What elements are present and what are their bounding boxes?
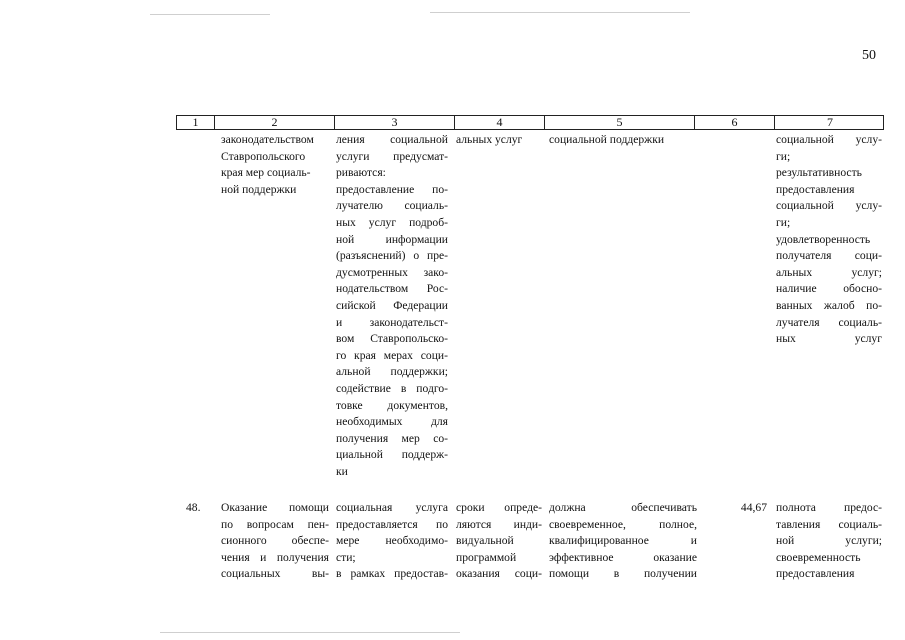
cell-line: ляются инди- [456, 517, 542, 531]
cell-line: ной поддержки [221, 182, 297, 196]
cell-line: видуальной [456, 534, 514, 548]
cell-line: ги; [776, 149, 791, 163]
scan-artifact [150, 14, 270, 15]
cell-line: сроки опреде- [456, 501, 542, 514]
cell-line: социальных вы- [221, 567, 329, 581]
cell-line: края мер социаль- [221, 166, 311, 180]
header-col-2: 2 [215, 116, 335, 129]
cell-line: необходимых для [336, 415, 448, 429]
cell-line: Оказание помощи [221, 501, 329, 514]
cell-line: сионного обеспе- [221, 534, 329, 548]
cell-line: чения и получения [221, 550, 329, 564]
scan-artifact [160, 632, 460, 633]
scan-artifact [430, 12, 690, 13]
cell-line: предоставление по- [336, 182, 448, 196]
cell-line: ки [336, 464, 348, 478]
cell-line: социальной поддержки [549, 133, 665, 146]
cell-line: ных услуг подроб- [336, 215, 448, 229]
cell-line: ной услуги; [776, 534, 882, 548]
cell-line: лучателя социаль- [776, 315, 882, 329]
cell-line: получателя соци- [776, 249, 882, 263]
cell-line: Ставропольского [221, 149, 306, 163]
cell-line: квалифицированное и [549, 534, 697, 548]
cell-line: эффективное оказание [549, 550, 697, 564]
cell-line: помощи в получении [549, 567, 697, 581]
cell-line: своевременное, полное, [549, 517, 697, 531]
cell-line: ги; [776, 215, 791, 229]
cont-row-col-2 [221, 132, 329, 198]
cell-line: альных услуг [456, 133, 523, 146]
cell-line: и законодательст- [336, 315, 448, 329]
cell-line: сти; [336, 550, 356, 564]
cell-line: социальной услу- [776, 133, 882, 146]
header-col-7: 7 [827, 115, 833, 129]
cell-line: программой [456, 550, 517, 564]
cell-line: содействие в подго- [336, 381, 448, 395]
row-48-number: 48. [186, 501, 201, 514]
cell-line: нодательством Рос- [336, 282, 448, 296]
cell-line: риваются: [336, 166, 386, 180]
cell-line: дусмотренных зако- [336, 265, 448, 279]
cell-line: ления социальной [336, 133, 448, 146]
header-col-4: 4 [455, 116, 545, 129]
cell-line: законодательством [221, 133, 314, 146]
page-number: 50 [862, 48, 876, 63]
cell-line: тавления социаль- [776, 517, 882, 531]
cell-line: социальная услуга [336, 501, 448, 514]
cell-line: в рамках предостав- [336, 567, 448, 581]
cell-line: удовлетворенность [776, 232, 871, 246]
cell-line: получения мер со- [336, 431, 448, 445]
row-48-col-4 [456, 500, 542, 583]
cell-line: должна обеспечивать [549, 501, 697, 514]
cell-line: лучателю социаль- [336, 199, 448, 213]
row-48-col-7 [776, 500, 882, 583]
cell-line: услуги предусмат- [336, 149, 448, 163]
cont-row-col-5 [549, 132, 697, 149]
cell-line: го края мерах соци- [336, 348, 448, 362]
cell-line: социальной услу- [776, 199, 882, 213]
cell-line: предоставления [776, 567, 855, 581]
cell-line: мере необходимо- [336, 534, 448, 548]
cell-line: альных услуг; [776, 265, 882, 279]
cont-row-col-7 [776, 132, 882, 348]
header-col-3: 3 [335, 116, 455, 129]
cell-line: (разъяснений) о пре- [336, 249, 448, 263]
cell-line: ных услуг [776, 332, 882, 346]
table-header-row [176, 115, 884, 130]
cell-line: оказания соци- [456, 567, 542, 581]
cell-line: предоставляется по [336, 517, 448, 531]
cont-row-col-4 [456, 132, 542, 149]
cell-line: ной информации [336, 232, 448, 246]
cell-line: товке документов, [336, 398, 448, 412]
cell-line: своевременность [776, 550, 861, 564]
cell-line: альной поддержки; [336, 365, 448, 379]
cell-line: по вопросам пен- [221, 517, 329, 531]
cell-line: наличие обосно- [776, 282, 882, 296]
cell-line: вом Ставропольско- [336, 332, 448, 346]
cell-line: циальной поддерж- [336, 448, 448, 462]
row-48-col-3 [336, 500, 448, 583]
header-col-6: 6 [695, 116, 775, 129]
cont-row-col-3 [336, 132, 448, 480]
row-48-col-5 [549, 500, 697, 583]
cell-line: сийской Федерации [336, 298, 448, 312]
row-48-col-6: 44,67 [740, 501, 767, 514]
cell-line: результативность [776, 166, 862, 180]
header-col-5: 5 [545, 116, 695, 129]
header-col-1: 1 [177, 116, 215, 129]
cell-line: предоставления [776, 182, 855, 196]
cell-line: ванных жалоб по- [776, 298, 882, 312]
cell-line: полнота предос- [776, 501, 882, 514]
row-48-col-2 [221, 500, 329, 583]
